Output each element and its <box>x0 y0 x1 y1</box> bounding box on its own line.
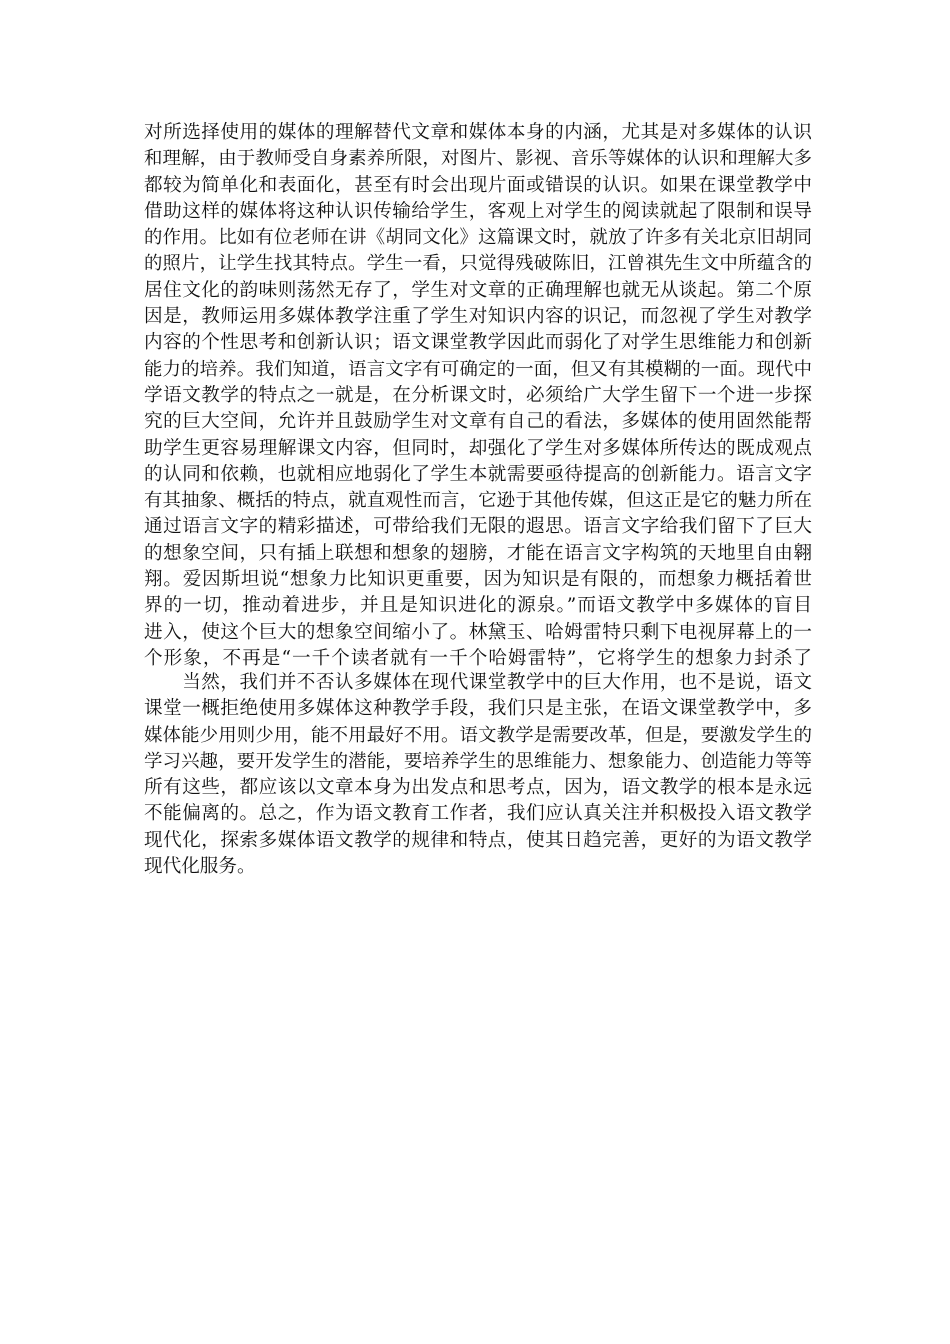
text-line: 因是，教师运用多媒体教学注重了学生对知识内容的识记，而忽视了学生对教学 <box>144 306 812 328</box>
text-line: 个形象，不再是“一千个读者就有一千个哈姆雷特”，它将学生的想象力封杀了 <box>144 647 812 669</box>
text-line: 和理解，由于教师受自身素养所限，对图片、影视、音乐等媒体的认识和理解大多 <box>144 148 812 170</box>
text-line: 都较为简单化和表面化，甚至有时会出现片面或错误的认识。如果在课堂教学中 <box>144 174 812 196</box>
text-line: 的照片，让学生找其特点。学生一看，只觉得残破陈旧，江曾祺先生文中所蕴含的 <box>144 253 812 275</box>
text-line: 的想象空间，只有插上联想和想象的翅膀，才能在语言文字构筑的天地里自由翱 <box>144 542 812 564</box>
text-line: 能力的培养。我们知道，语言文字有可确定的一面，但又有其模糊的一面。现代中 <box>144 358 812 380</box>
text-line: 所有这些，都应该以文章本身为出发点和思考点，因为，语文教学的根本是永远 <box>144 777 812 799</box>
text-line: 当然，我们并不否认多媒体在现代课堂教学中的巨大作用，也不是说，语文 <box>144 672 812 693</box>
text-line: 学习兴趣，要开发学生的潜能，要培养学生的思维能力、想象能力、创造能力等等 <box>144 750 812 772</box>
text-line: 通过语言文字的精彩描述，可带给我们无限的遐思。语言文字给我们留下了巨大 <box>144 516 812 538</box>
text-line: 居住文化的韵味则荡然无存了，学生对文章的正确理解也就无从谈起。第二个原 <box>144 279 812 301</box>
text-line: 现代化，探索多媒体语文教学的规律和特点，使其日趋完善，更好的为语文教学 <box>144 829 812 851</box>
text-line: 内容的个性思考和创新认识；语文课堂教学因此而弱化了对学生思维能力和创新 <box>144 332 812 354</box>
paragraph-2 <box>144 670 812 880</box>
text-line: 的认同和依赖，也就相应地弱化了学生本就需要亟待提高的创新能力。语言文字 <box>144 463 812 485</box>
text-line: 的作用。比如有位老师在讲《胡同文化》这篇课文时，就放了许多有关北京旧胡同 <box>144 227 812 249</box>
text-line: 进入，使这个巨大的想象空间缩小了。林黛玉、哈姆雷特只剩下电视屏幕上的一 <box>144 621 812 643</box>
text-line: 助学生更容易理解课文内容，但同时，却强化了学生对多媒体所传达的既成观点 <box>144 437 812 459</box>
text-line: 学语文教学的特点之一就是，在分析课文时，必须给广大学生留下一个进一步探 <box>144 384 812 406</box>
text-line: 界的一切，推动着进步，并且是知识进化的源泉。”而语文教学中多媒体的盲目 <box>144 595 812 617</box>
text-line: 借助这样的媒体将这种认识传输给学生，客观上对学生的阅读就起了限制和误导 <box>144 200 812 222</box>
text-line: 究的巨大空间，允许并且鼓励学生对文章有自己的看法，多媒体的使用固然能帮 <box>144 411 812 433</box>
text-line: 课堂一概拒绝使用多媒体这种教学手段，我们只是主张，在语文课堂教学中，多 <box>144 698 812 720</box>
text-line: 翔。爱因斯坦说“想象力比知识更重要，因为知识是有限的，而想象力概括着世 <box>144 569 812 591</box>
text-line: 不能偏离的。总之，作为语文教育工作者，我们应认真关注并积极投入语文教学 <box>144 803 812 825</box>
text-line: 现代化服务。 <box>144 856 256 878</box>
text-line: 有其抽象、概括的特点，就直观性而言，它逊于其他传媒，但这正是它的魅力所在 <box>144 490 812 512</box>
paragraph-1 <box>144 120 812 672</box>
text-line: 对所选择使用的媒体的理解替代文章和媒体本身的内涵，尤其是对多媒体的认识 <box>144 122 812 143</box>
text-line: 媒体能少用则少用，能不用最好不用。语文教学是需要改革，但是，要激发学生的 <box>144 724 812 746</box>
